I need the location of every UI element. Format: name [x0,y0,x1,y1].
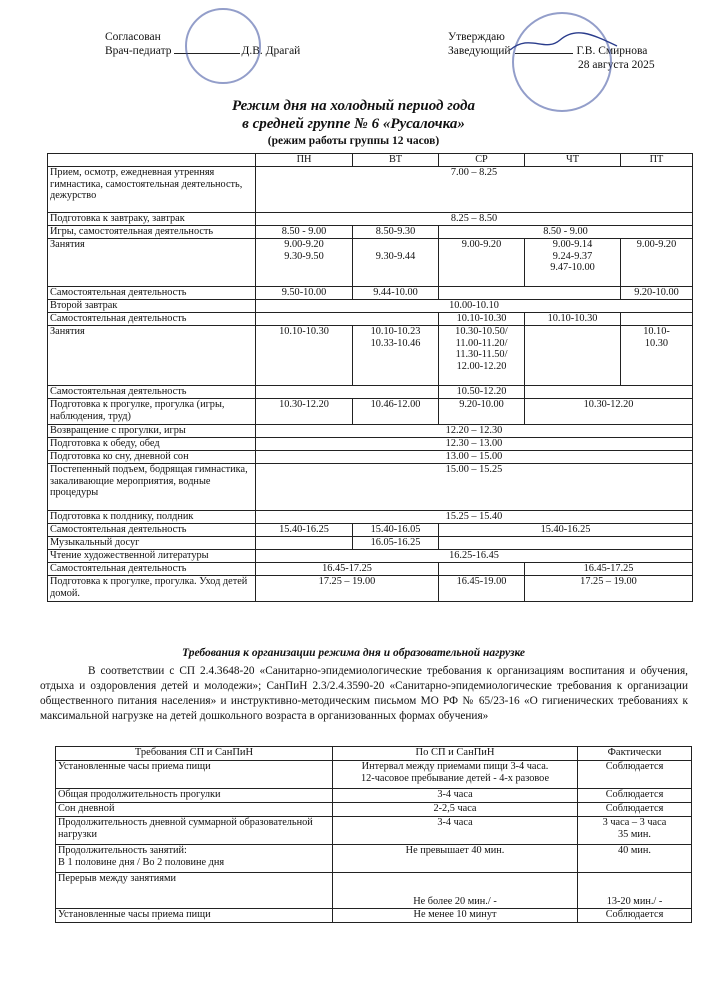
req-label: Сон дневной [56,803,333,817]
time-cell: 13.00 – 15.00 [256,451,693,464]
table-row [48,386,693,399]
table-row [56,789,692,803]
activity-label: Подготовка к прогулке, прогулка. Уход детей домой. [48,576,256,602]
time-cell: 7.00 – 8.25 [256,167,693,213]
req-norm: 3-4 часа [333,817,578,845]
activity-label: Занятия [48,326,256,386]
time-value: 9.00-9.20 [284,239,324,250]
page-subtitle: (режим работы группы 12 часов) [267,135,440,147]
requirements-heading: Требования к организации режима дня и образовательной нагрузке [181,647,526,659]
schedule-header-row [48,154,693,167]
time-cell: 12.30 – 13.00 [256,438,693,451]
req-label: Установленные часы приема пищи [56,909,333,923]
time-cell: 15.40-16.25 [256,524,353,537]
time-cell: 16.05-16.25 [353,537,439,550]
req-label-line: В 1 половине дня / Во 2 половине дня [58,857,225,868]
approve-label: Утверждаю [448,31,505,43]
table-row [48,326,693,386]
table-row [48,425,693,438]
day-fri: ПТ [621,154,693,167]
empty-cell [525,326,621,386]
req-norm: Не превышает 40 мин. [333,845,578,873]
req-label [56,845,333,873]
time-cell: 15.25 – 15.40 [256,511,693,524]
time-cell: 9.44-10.00 [353,287,439,300]
time-cell: 9.00-9.20 [621,239,693,287]
time-cell: 15.40-16.05 [353,524,439,537]
activity-label: Самостоятельная деятельность [48,313,256,326]
activity-label: Музыкальный досуг [48,537,256,550]
empty-cell [621,313,693,326]
time-cell: 8.50-9.30 [353,226,439,239]
time-cell: 16.45-17.25 [256,563,439,576]
time-cell [525,239,621,287]
activity-label: Прием, осмотр, ежедневная утренняя гимнастика, самостоятельная деятельность, дежурство [48,167,256,213]
time-cell: 16.45-17.25 [525,563,693,576]
req-label: Установленные часы приема пищи [56,761,333,789]
table-row [48,464,693,511]
time-cell: 9.20-10.00 [439,399,525,425]
page-title-line2: в средней группе № 6 «Русалочка» [242,116,465,132]
table-row [56,803,692,817]
col-norm: По СП и СанПиН [333,747,578,761]
activity-label: Постепенный подъем, бодрящая гимнастика, закаливающие мероприятия, водные процедуры [48,464,256,511]
empty-cell [439,563,525,576]
req-norm: Не более 20 мин./ - [333,873,578,909]
req-actual: Соблюдается [578,803,692,817]
empty-cell [256,386,439,399]
time-value: 10.30 [644,337,669,349]
activity-label: Самостоятельная деятельность [48,287,256,300]
pediatrician-title: Врач-педиатр [105,45,172,57]
activity-label: Самостоятельная деятельность [48,563,256,576]
time-cell [353,326,439,386]
time-value: 11.00-11.20/ [455,337,508,349]
header-activity [48,154,256,167]
req-label: Общая продолжительность прогулки [56,789,333,803]
table-row [48,399,693,425]
time-cell: 9.50-10.00 [256,287,353,300]
time-cell: 17.25 – 19.00 [256,576,439,602]
empty-cell [439,537,693,550]
time-cell: 16.45-19.00 [439,576,525,602]
activity-label: Подготовка к завтраку, завтрак [48,213,256,226]
page-title-line1: Режим дня на холодный период года [231,98,476,114]
req-norm: 2-2,5 часа [333,803,578,817]
activity-label: Игры, самостоятельная деятельность [48,226,256,239]
time-cell: 10.10-10.30 [439,313,525,326]
col-requirement: Требования СП и СанПиН [56,747,333,761]
empty-cell [525,386,693,399]
req-norm: Не менее 10 минут [333,909,578,923]
time-cell: 10.30-12.20 [256,399,353,425]
req-label: Перерыв между занятиями [56,873,333,909]
time-value: 9.30-9.44 [375,250,416,262]
time-value: 9.47-10.00 [550,262,595,273]
time-cell: 12.20 – 12.30 [256,425,693,438]
req-actual-line: 35 мин. [618,829,651,840]
time-value: 10.10- [643,326,670,337]
req-norm-line: Интервал между приемами пищи 3-4 часа. [361,761,549,772]
table-row [48,563,693,576]
table-row [48,226,693,239]
approval-date: 28 августа 2025 [578,59,655,71]
day-wed: СР [439,154,525,167]
time-value: 10.10-10.23 [370,326,421,337]
table-row [48,167,693,213]
requirements-table [55,746,692,923]
req-label: Продолжительность дневной суммарной образовательной нагрузки [56,817,333,845]
requirements-paragraph: В соответствии с СП 2.4.3648-20 «Санитарно-эпидемиологические требования к организациям воспитания и обучения, отдыха и оздоровления детей и молодежи»; СанПиН 2.3/2.4.3590-20 «Санитарно-эпидемиологические требования к организации общественного питания населения» и инструктивно-методическим письмом МО РФ № 65/23-16 «О гигиенических требованиях к максимальной нагрузке на детей дошкольного возраста в организованных формах обучения» [40,665,688,722]
day-thu: ЧТ [525,154,621,167]
table-row [48,287,693,300]
time-value: 9.00-9.14 [552,239,593,250]
req-actual [578,817,692,845]
time-cell: 10.10-10.30 [525,313,621,326]
table-row [48,550,693,563]
table-row [56,845,692,873]
table-row [48,537,693,550]
activity-label: Подготовка к обеду, обед [48,438,256,451]
activity-label: Подготовка к полднику, полдник [48,511,256,524]
req-actual: 40 мин. [578,845,692,873]
table-row [48,213,693,226]
req-label-line: Продолжительность занятий: [58,845,187,856]
time-cell: 10.46-12.00 [353,399,439,425]
time-cell: 15.00 – 15.25 [256,464,693,511]
activity-label: Подготовка к прогулке, прогулка (игры, наблюдения, труд) [48,399,256,425]
schedule-table [47,153,693,602]
time-cell: 8.50 - 9.00 [256,226,353,239]
table-row [56,817,692,845]
pediatrician-name: Д.В. Драгай [241,45,301,57]
table-row [56,761,692,789]
activity-label: Второй завтрак [48,300,256,313]
day-mon: ПН [256,154,353,167]
head-name: Г.В. Смирнова [576,45,648,57]
time-cell: 10.50-12.20 [439,386,525,399]
req-norm-line: 12-часовое пребывание детей - 4-х разовое [360,773,550,784]
day-tue: ВТ [353,154,439,167]
time-value: 12.00-12.20 [456,360,507,372]
empty-cell [256,313,439,326]
table-row [56,909,692,923]
empty-cell [256,537,353,550]
table-row [48,300,693,313]
time-cell: 16.25-16.45 [256,550,693,563]
time-cell: 10.10-10.30 [256,326,353,386]
agreed-label: Согласован [105,31,161,43]
time-cell: 8.50 - 9.00 [439,226,693,239]
time-cell: 9.00-9.20 [439,239,525,287]
time-cell [353,239,439,287]
time-value: 10.33-10.46 [370,337,421,349]
req-actual: 13-20 мин./ - [578,873,692,909]
time-cell: 10.00-10.10 [256,300,693,313]
empty-cell [439,287,621,300]
activity-label: Самостоятельная деятельность [48,524,256,537]
time-cell [621,326,693,386]
table-row [48,576,693,602]
round-seal-left [185,8,261,84]
time-cell [256,239,353,287]
table-row [48,511,693,524]
time-value: 9.24-9.37 [552,250,593,262]
time-cell: 10.30-12.20 [525,399,693,425]
table-row [48,438,693,451]
time-value: 9.30-9.50 [284,250,324,262]
head-title: Заведующий [448,45,511,57]
time-cell: 9.20-10.00 [621,287,693,300]
time-cell [439,326,525,386]
table-row [56,873,692,909]
activity-label: Самостоятельная деятельность [48,386,256,399]
time-value: 11.30-11.50/ [455,349,508,360]
req-actual: Соблюдается [578,909,692,923]
req-header-row [56,747,692,761]
round-seal-right [512,12,612,112]
table-row [48,451,693,464]
req-actual: Соблюдается [578,789,692,803]
time-cell: 17.25 – 19.00 [525,576,693,602]
table-row [48,524,693,537]
activity-label: Чтение художественной литературы [48,550,256,563]
activity-label: Занятия [48,239,256,287]
req-norm: 3-4 часа [333,789,578,803]
time-cell: 15.40-16.25 [439,524,693,537]
activity-label: Подготовка ко сну, дневной сон [48,451,256,464]
req-norm [333,761,578,789]
time-cell: 8.25 – 8.50 [256,213,693,226]
col-actual: Фактически [578,747,692,761]
table-row [48,239,693,287]
table-row [48,313,693,326]
time-value: 10.30-10.50/ [455,326,508,337]
activity-label: Возвращение с прогулки, игры [48,425,256,438]
req-actual: Соблюдается [578,761,692,789]
signature-scribble [505,28,625,58]
req-actual-line: 3 часа – 3 часа [602,817,667,828]
